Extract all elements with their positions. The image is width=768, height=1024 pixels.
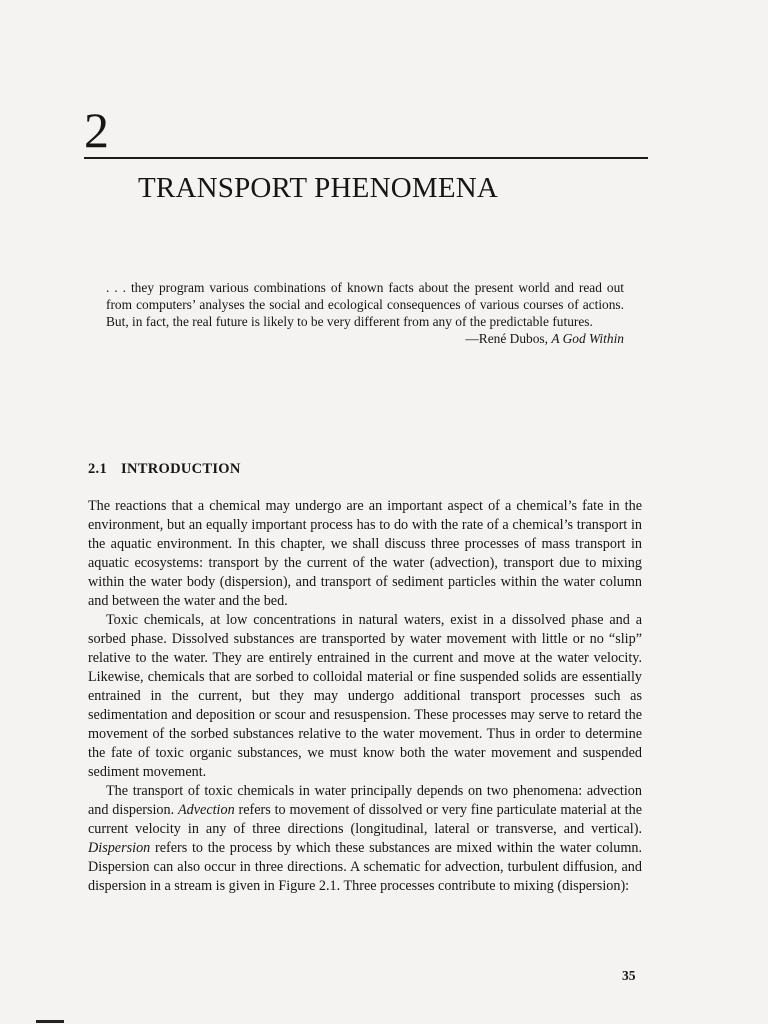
epigraph-text: . . . they program various combinations of known facts about the present world and read out from computers’ analyses the social and ecological consequences of various courses of actions. But, in fact, the real future is likely to be very different from any of the predictable futures. [106,280,624,329]
epigraph [106,279,624,347]
section-title: INTRODUCTION [121,461,241,477]
chapter-title: TRANSPORT PHENOMENA [138,172,499,204]
chapter-number: 2 [84,102,109,158]
paragraph-1: The reactions that a chemical may undergo are an important aspect of a chemical’s fate in the environment, but an equally important process has to do with the rate of a chemical’s transport in the aquatic environment. In this chapter, we shall discuss three processes of mass transport in aquatic ecosystems: transport by the current of the water (advection), transport due to mixing within the water body (dispersion), and transport of sediment particles within the water column and between the water and the bed. [88,498,642,609]
paragraph-2: Toxic chemicals, at low concentrations in natural waters, exist in a dissolved phase and a sorbed phase. Dissolved substances are transported by water movement with little or no “slip” relative to the water. They are entirely entrained in the current and move at the water velocity. Likewise, chemicals that are sorbed to colloidal material or fine suspended solids are essentially entrained in the current, but they may undergo additional transport processes such as sedimentation and deposition or scour and resuspension. These processes may serve to retard the movement of the sorbed substances relative to the water movement. Thus in order to determine the fate of toxic organic substances, we must know both the water movement and suspended sediment movement. [88,612,642,780]
page-number: 35 [622,968,636,983]
scan-edge-mark [36,1020,64,1023]
body-text [88,497,642,896]
term-advection: Advection [177,802,235,818]
paragraph-3-part: The transport of toxic chemicals in water principally depends on two phenomena: advection and dispersion. [88,783,642,818]
paragraph-3 [88,782,642,896]
chapter-rule [84,157,648,159]
paragraph-3-part: refers to the process by which these substances are mixed within the water column. Dispersion can also occur in three directions. A schematic for advection, turbulent diffusion, and dispersion in a stream is given in Figure 2.1. Three processes contribute to mixing (dispersion): [88,840,642,894]
section-number: 2.1 [88,461,108,477]
term-dispersion: Dispersion [88,840,151,856]
section-heading [88,460,241,478]
epigraph-attribution [106,330,624,347]
epigraph-work: A God Within [551,331,624,346]
paragraph-3-part: refers to movement of dissolved or very fine particulate material at the current velocity in any of three directions (longitudinal, lateral or transverse, and vertical). [88,802,642,837]
epigraph-author: —René Dubos, [465,331,552,346]
